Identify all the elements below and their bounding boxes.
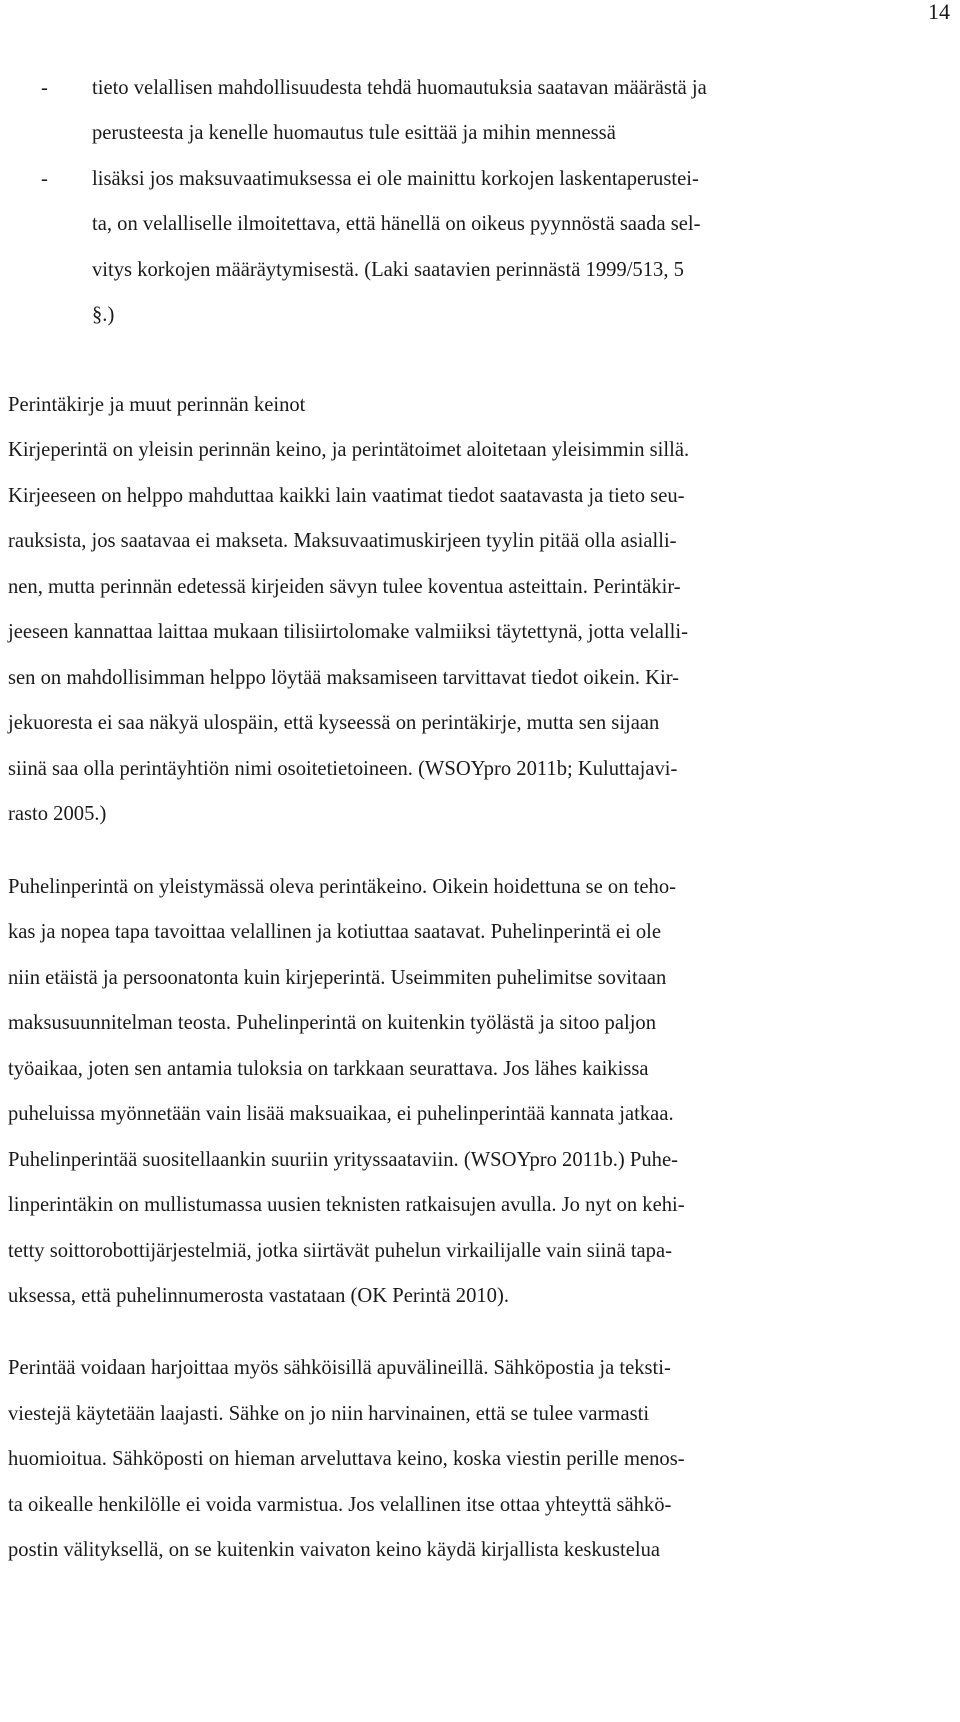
paragraph-line: uksessa, että puhelinnumerosta vastataan (OK Perintä 2010). — [8, 1285, 509, 1307]
paragraph-line: Puhelinperintää suositellaankin suuriin yrityssaataviin. (WSOYpro 2011b.) Puhe- — [8, 1149, 678, 1171]
list-marker: - — [41, 168, 48, 190]
list-item-line: ta, on velalliselle ilmoitettava, että hänellä on oikeus pyynnöstä saada sel- — [92, 213, 701, 235]
paragraph-line: Puhelinperintä on yleistymässä oleva perintäkeino. Oikein hoidettuna se on teho- — [8, 876, 676, 898]
paragraph-line: tetty soittorobottijärjestelmiä, jotka siirtävät puhelun virkailijalle vain siinä tapa- — [8, 1240, 672, 1262]
paragraph-line: Kirjeperintä on yleisin perinnän keino, ja perintätoimet aloitetaan yleisimmin sillä. — [8, 439, 690, 461]
paragraph-line: niin etäistä ja persoonatonta kuin kirjeperintä. Useimmiten puhelimitse sovitaan — [8, 967, 667, 989]
paragraph-line: postin välityksellä, on se kuitenkin vaivaton keino käydä kirjallista keskustelua — [8, 1539, 661, 1561]
paragraph-line: puheluissa myönnetään vain lisää maksuaikaa, ei puhelinperintää kannata jatkaa. — [8, 1103, 674, 1125]
paragraph-line: viestejä käytetään laajasti. Sähke on jo niin harvinainen, että se tulee varmasti — [8, 1403, 650, 1425]
paragraph-line: siinä saa olla perintäyhtiön nimi osoitetietoineen. (WSOYpro 2011b; Kuluttajavi- — [8, 758, 678, 780]
list-item-line: tieto velallisen mahdollisuudesta tehdä huomautuksia saatavan määrästä ja — [92, 77, 707, 99]
section-heading: Perintäkirje ja muut perinnän keinot — [8, 394, 306, 416]
paragraph-line: kas ja nopea tapa tavoittaa velallinen ja kotiuttaa saatavat. Puhelinperintä ei ole — [8, 921, 662, 943]
paragraph-line: rasto 2005.) — [8, 803, 107, 825]
paragraph-line: työaikaa, joten sen antamia tuloksia on tarkkaan seurattava. Jos lähes kaikissa — [8, 1058, 649, 1080]
list-item-line: perusteesta ja kenelle huomautus tule esittää ja mihin mennessä — [92, 122, 616, 144]
page-number: 14 — [928, 0, 950, 24]
list-item-line: lisäksi jos maksuvaatimuksessa ei ole mainittu korkojen laskentaperustei- — [92, 168, 699, 190]
paragraph-line: jeeseen kannattaa laittaa mukaan tilisiirtolomake valmiiksi täytettynä, jotta velalli- — [8, 621, 688, 643]
paragraph-line: huomioitua. Sähköposti on hieman arveluttava keino, koska viestin perille menos- — [8, 1448, 685, 1470]
paragraph-line: Perintää voidaan harjoittaa myös sähköisillä apuvälineillä. Sähköpostia ja teksti- — [8, 1357, 671, 1379]
paragraph-line: rauksista, jos saatavaa ei makseta. Maksuvaatimuskirjeen tyylin pitää olla asialli- — [8, 530, 677, 552]
paragraph-line: ta oikealle henkilölle ei voida varmistua. Jos velallinen itse ottaa yhteyttä sähkö- — [8, 1494, 672, 1516]
list-marker: - — [41, 77, 48, 99]
paragraph-line: nen, mutta perinnän edetessä kirjeiden sävyn tulee koventua asteittain. Perintäkir- — [8, 576, 681, 598]
paragraph-line: jekuoresta ei saa näkyä ulospäin, että kyseessä on perintäkirje, mutta sen sijaan — [8, 712, 660, 734]
paragraph-line: sen on mahdollisimman helppo löytää maksamiseen tarvittavat tiedot oikein. Kir- — [8, 667, 680, 689]
paragraph-line: maksusuunnitelman teosta. Puhelinperintä on kuitenkin työlästä ja sitoo paljon — [8, 1012, 657, 1034]
paragraph-line: linperintäkin on mullistumassa uusien teknisten ratkaisujen avulla. Jo nyt on kehi- — [8, 1194, 685, 1216]
list-item-line: vitys korkojen määräytymisestä. (Laki saatavien perinnästä 1999/513, 5 — [92, 259, 684, 281]
paragraph-line: Kirjeeseen on helppo mahduttaa kaikki lain vaatimat tiedot saatavasta ja tieto seu- — [8, 485, 685, 507]
list-item-line: §.) — [92, 304, 115, 326]
